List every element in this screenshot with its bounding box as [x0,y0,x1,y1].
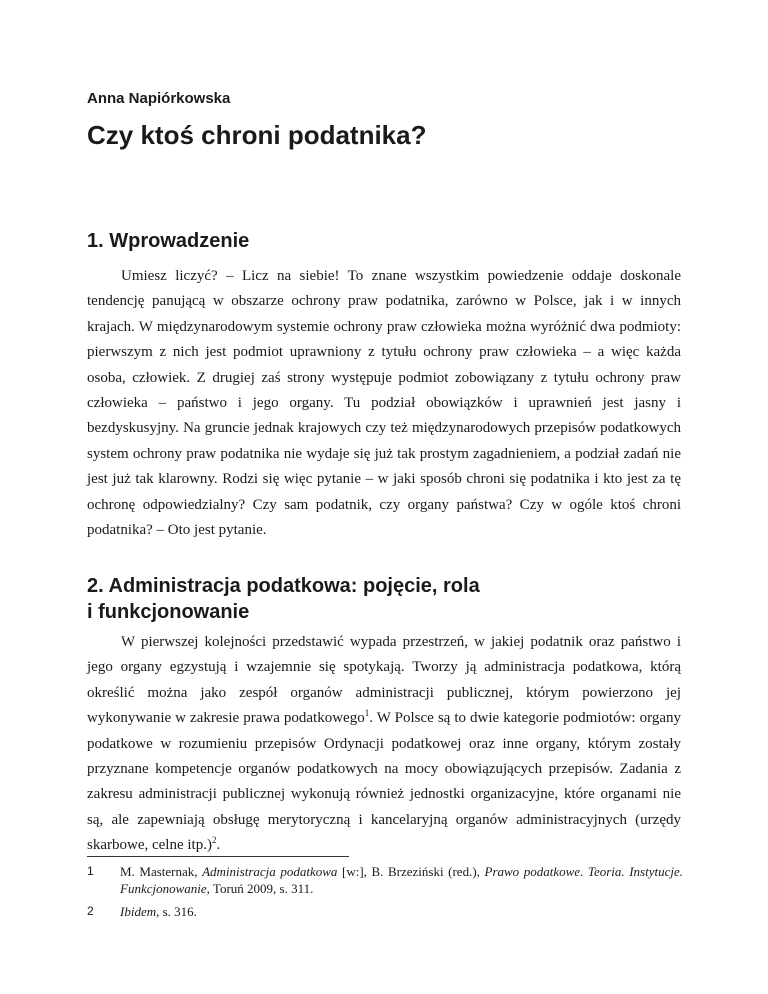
footnote-separator [87,856,349,857]
footnote-1-work-title: Administracja podatkowa [202,864,338,879]
footnote-1-number: 1 [87,864,94,878]
footnote-1-tail: , Toruń 2009, s. 311. [206,881,314,896]
footnote-2-number: 2 [87,904,94,918]
footnote-2 [87,903,683,920]
section-1-heading: 1. Wprowadzenie [87,230,250,252]
footnote-2-tail: , s. 316. [156,904,197,919]
section-2-heading-line-1: 2. Administracja podatkowa: pojęcie, rola [87,575,480,597]
section-2-heading [87,573,687,625]
section-1-paragraph: Umiesz liczyć? – Licz na siebie! To znane wszystkim powiedzenie oddaje doskonale tendencję panującą w obszarze ochrony praw podatnika, zarówno w Polsce, jak i w innych krajach. W międzynarodowym systemie ochrony praw człowieka można wyróżnić dwa podmioty: pierwszym z nich jest podmiot uprawniony z tytułu ochrony praw człowieka – a więc każda osoba, człowiek. Z drugiej zaś strony występuje podmiot zobowiązany z tytułu ochrony praw człowieka – państwo i jego organy. Tu podział obowiązków i uprawnień jest jasny i bezdyskusyjny. Na gruncie jednak krajowych czy też międzynarodowych przepisów podatkowych system ochrony praw podatnika nie wydaje się już tak prostym zagadnieniem, a podział zadań nie jest już tak klarowny. Rodzi się więc pytanie – w jaki sposób chroni się podatnika i kto jest za tę ochronę odpowiedzialny? Czy sam podatnik, czy organy państwa? Czy w ogóle ktoś chroni podatnika? – Oto jest pytanie. [87,268,681,539]
section-2-heading-line-2: i funkcjonowanie [87,601,250,623]
section-2-text-end: . [216,837,221,854]
footnote-ref-1[interactable]: 1 [364,708,370,719]
footnote-ref-2[interactable]: 2 [211,835,217,846]
footnote-1-book-title: Prawo podatkowe. Teoria. Instytucje. Funkcjonowanie [120,864,683,896]
section-2-text-part-2: . W Polsce są to dwie kategorie podmiotów: organy podatkowe w rozumieniu przepisów Ordynacji podatkowej oraz inne organy, którym zostały przyznane kompetencje organów podatkowych na mocy obowiązujących przepisów. Zadania z zakresu administracji publicznej wykonują również jednostki organizacyjne, które organami nie są, ale zapewniają obsługę merytoryczną i kancelaryjną organów administracyjnych (urzędy skarbowe, celne itp.) [87,710,681,854]
footnote-1-mid: [w:], B. Brzeziński (red.), [337,864,485,879]
author-name: Anna Napiórkowska [87,90,231,107]
footnote-1 [87,863,683,897]
section-2-paragraph [87,630,681,859]
section-2-text-part-1: W pierwszej kolejności przedstawić wypada przestrzeń, w jakiej podatnik oraz państwo i jego organy egzystują i wzajemnie się spotykają. Tworzy ją administracja podatkowa, którą określić można jako zespół organów administracji publicznej, którym powierzono jej wykonywanie w zakresie prawa podatkowego [87,634,681,727]
footnote-2-text [120,903,683,920]
footnote-2-ibidem: Ibidem [120,904,157,919]
article-title: Czy ktoś chroni podatnika? [87,120,427,150]
footnote-1-text [120,863,683,897]
footnote-1-author: M. Masternak, [120,864,203,879]
